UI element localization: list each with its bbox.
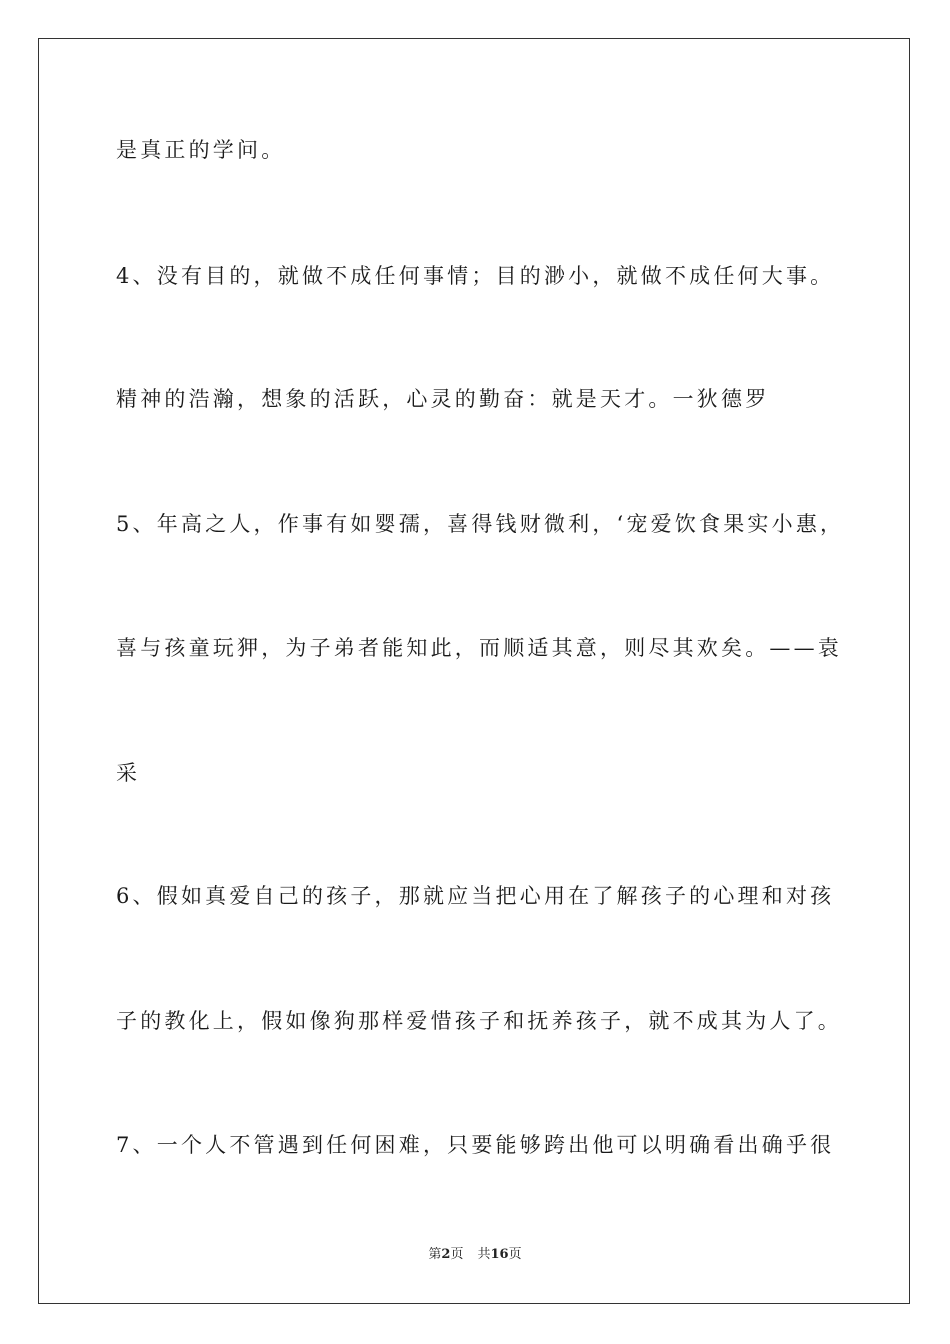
text-line-3: 精神的浩瀚，想象的活跃，心灵的勤奋：就是天才。一狄德罗 xyxy=(116,387,770,411)
text-line-5: 喜与孩童玩狎，为子弟者能知此，而顺适其意，则尽其欢矣。——袁 xyxy=(116,636,842,660)
total-pages: 16 xyxy=(490,1247,509,1262)
total-suffix: 页 xyxy=(508,1247,522,1262)
text-line-8: 子的教化上，假如像狗那样爱惜孩子和抚养孩子，就不成其为人了。 xyxy=(116,1009,842,1033)
page-suffix: 页 xyxy=(450,1247,464,1262)
text-line-1: 是真正的学问。 xyxy=(116,138,286,162)
text-line-9: 7、一个人不管遇到任何困难，只要能够跨出他可以明确看出确乎很 xyxy=(116,1133,835,1157)
page-footer xyxy=(0,1246,950,1264)
text-line-7: 6、假如真爱自己的孩子，那就应当把心用在了解孩子的心理和对孩 xyxy=(116,884,835,908)
page-border xyxy=(38,38,910,1304)
total-prefix: 共 xyxy=(477,1247,491,1262)
text-line-6: 采 xyxy=(116,761,141,785)
text-line-2: 4、没有目的，就做不成任何事情；目的渺小，就做不成任何大事。 xyxy=(116,264,835,288)
page-prefix: 第 xyxy=(428,1247,442,1262)
text-line-4: 5、年高之人，作事有如婴孺，喜得钱财微利，‘宠爱饮食果实小惠， xyxy=(116,512,845,536)
page-number: 2 xyxy=(441,1247,451,1262)
